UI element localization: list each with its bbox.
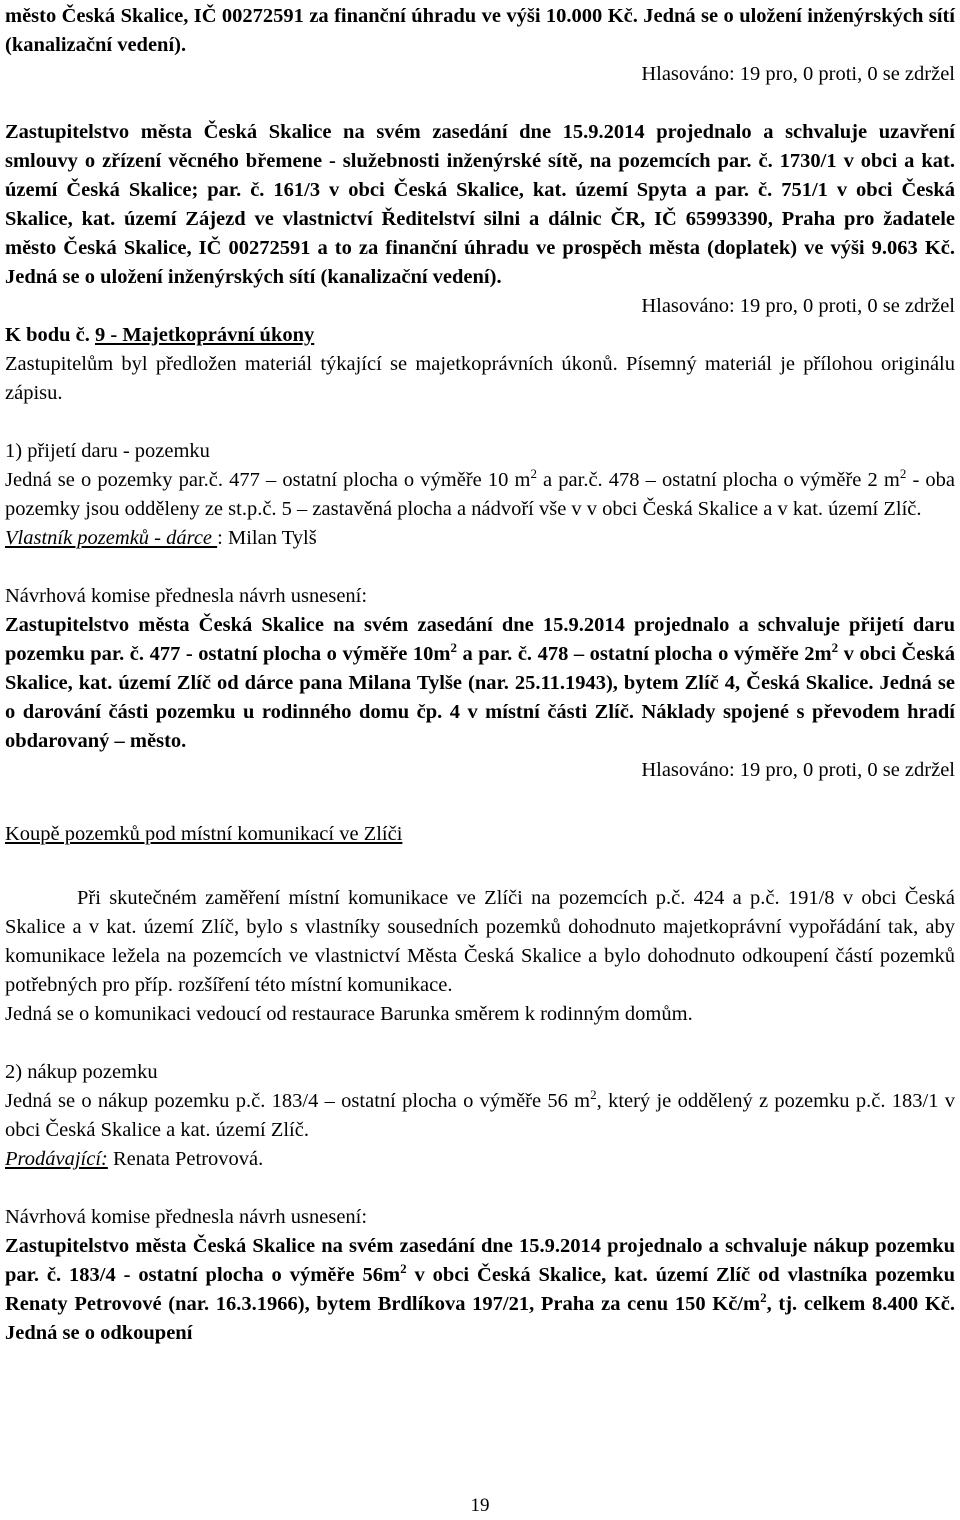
resolution-buy bbox=[5, 1232, 955, 1348]
res-buy-a: Zastupitelstvo města Česká Skalice na svém zasedání dne 15.9.2014 projednalo a schvaluje nákup pozemku par. č. 183/4 - ostatní plocha o výměře 56m bbox=[5, 1235, 955, 1286]
superscript: 2 bbox=[590, 1087, 597, 1102]
buy-desc-a: Jedná se o nákup pozemku p.č. 183/4 – ostatní plocha o výměře 56 m bbox=[5, 1090, 591, 1112]
owner-name: : Milan Tylš bbox=[217, 527, 317, 549]
agenda-item-heading bbox=[5, 321, 955, 350]
superscript: 2 bbox=[400, 1261, 407, 1276]
section-heading-gift: 1) přijetí daru - pozemku bbox=[5, 440, 210, 462]
seller-name: Renata Petrovová. bbox=[107, 1148, 264, 1170]
res-buy-b: v obci Česká Skalice, kat. území Zlíč od vlastníka pozemku Renaty Petrovové (nar. 16.3.1966), bytem Brdlíkova 197/21, Praha za cenu 150 Kč/m bbox=[5, 1264, 956, 1315]
agenda-item-title: 9 - Majetkoprávní úkony bbox=[95, 324, 315, 346]
proposal-intro: Návrhová komise přednesla návrh usnesení: bbox=[5, 585, 368, 607]
agenda-item-intro: Zastupitelům byl předložen materiál týkající se majetkoprávních úkonů. Písemný materiál je přílohou originálu zápisu. bbox=[5, 353, 955, 404]
proposal-intro: Návrhová komise přednesla návrh usnesení: bbox=[5, 1206, 368, 1228]
res-gift-a: Zastupitelstvo města Česká Skalice na svém zasedání dne 15.9.2014 projednalo a schvaluje přijetí daru pozemku par. č. 477 - ostatní plocha o výměře 10m bbox=[5, 614, 955, 665]
purchase-paragraph: Při skutečném zaměření místní komunikace ve Zlíči na pozemcích p.č. 424 a p.č. 191/8 v obci Česká Skalice a v kat. území Zlíč, bylo s vlastníky sousedních pozemků dohodnuto majetkoprávní vypořádání tak, aby komunikace ležela na pozemcích ve vlastnictví Města Česká Skalice a bylo dohodnuto odkoupení částí pozemků potřebných pro příp. rozšíření této místní komunikace. bbox=[5, 887, 955, 996]
gift-description bbox=[5, 466, 955, 524]
section-heading-purchase: Koupě pozemků pod místní komunikací ve Zlíči bbox=[5, 823, 403, 845]
vote-result: Hlasováno: 19 pro, 0 proti, 0 se zdržel bbox=[641, 759, 955, 781]
gift-desc-b: a par.č. 478 – ostatní plocha o výměře 2 m bbox=[536, 469, 900, 491]
superscript: 2 bbox=[899, 466, 907, 481]
seller bbox=[5, 1145, 955, 1174]
gift-owner bbox=[5, 524, 955, 553]
agenda-item-label: K bodu č. bbox=[5, 324, 90, 346]
resolution-gift bbox=[5, 611, 955, 756]
res-buy-c: , tj. celkem 8.400 Kč. Jedná se o odkoupení bbox=[5, 1293, 955, 1344]
gift-desc-a: Jedná se o pozemky par.č. 477 – ostatní plocha o výměře 10 m bbox=[5, 469, 531, 491]
purchase-paragraph-2: Jedná se o komunikaci vedoucí od restaurace Barunka směrem k rodinným domům. bbox=[5, 1003, 693, 1025]
superscript: 2 bbox=[760, 1290, 767, 1305]
resolution-easement: Zastupitelstvo města Česká Skalice na svém zasedání dne 15.9.2014 projednalo a schvaluje uzavření smlouvy o zřízení věcného břemene - služebnosti inženýrské sítě, na pozemcích par. č. 1730/1 v obci a kat. území Česká Skalice; par. č. 161/3 v obci Česká Skalice, kat. území Spyta a par. č. 751/1 v obci Česká Skalice, kat. území Zájezd ve vlastnictví Ředitelství silni a dálnic ČR, IČ 65993390, Praha pro žadatele město Česká Skalice, IČ 00272591 a to za finanční úhradu ve prospěch města (doplatek) ve výši 9.063 Kč. Jedná se o uložení inženýrských sítí (kanalizační vedení). bbox=[5, 121, 955, 288]
gift-desc-c: - oba pozemky jsou odděleny ze st.p.č. 5 – zastavěná plocha a nádvoří vše v v obci Česká Skalice a v kat. území Zlíč. bbox=[5, 469, 956, 520]
section-heading-buy: 2) nákup pozemku bbox=[5, 1061, 158, 1083]
res-gift-c: v obci Česká Skalice, kat. území Zlíč od dárce pana Milana Tylše (nar. 25.11.1943), bytem Zlíč 4, Česká Skalice. Jedná se o darování části pozemku u rodinného domu čp. 4 v místní části Zlíč. Náklady spojené s převodem hradí obdarovaný – město. bbox=[5, 643, 956, 752]
superscript: 2 bbox=[450, 640, 457, 655]
seller-label: Prodávající: bbox=[5, 1148, 108, 1170]
superscript: 2 bbox=[530, 466, 537, 481]
superscript: 2 bbox=[831, 640, 839, 655]
paragraph-sewer-fee: město Česká Skalice, IČ 00272591 za finanční úhradu ve výši 10.000 Kč. Jedná se o uložení inženýrských sítí (kanalizační vedení). bbox=[5, 5, 955, 56]
vote-result: Hlasováno: 19 pro, 0 proti, 0 se zdržel bbox=[641, 295, 955, 317]
page-number: 19 bbox=[470, 1495, 490, 1516]
res-gift-b: a par. č. 478 – ostatní plocha o výměře 2m bbox=[456, 643, 832, 665]
vote-result: Hlasováno: 19 pro, 0 proti, 0 se zdržel bbox=[641, 63, 955, 85]
buy-desc-b: , který je oddělený z pozemku p.č. 183/1 v obci Česká Skalice a kat. území Zlíč. bbox=[5, 1090, 955, 1141]
buy-description bbox=[5, 1087, 955, 1145]
document-page bbox=[5, 2, 955, 1348]
owner-label: Vlastník pozemků - dárce bbox=[5, 527, 218, 549]
